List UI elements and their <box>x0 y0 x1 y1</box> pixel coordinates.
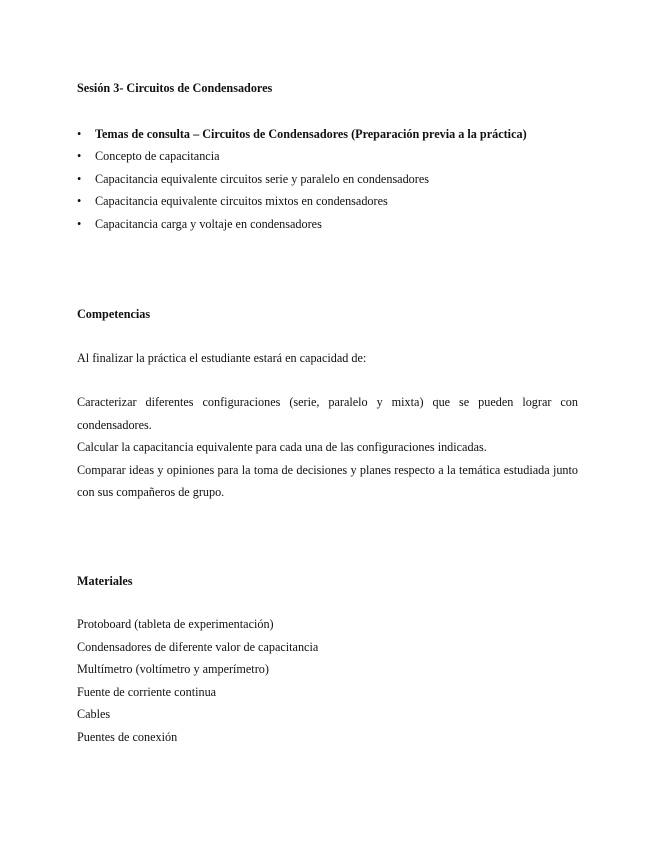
bullet-icon: • <box>77 216 82 231</box>
bullet-icon: • <box>77 194 82 208</box>
materiales-list <box>77 613 578 748</box>
topic-item: Concepto de capacitancia <box>95 149 220 163</box>
bullet-icon: • <box>77 149 82 163</box>
list-item <box>77 123 578 146</box>
competencias-title: Competencias <box>77 307 151 321</box>
list-item: Condensadores de diferente valor de capacitancia <box>77 639 319 654</box>
list-item <box>77 190 578 213</box>
list-item <box>77 213 578 236</box>
competencias-intro: Al finalizar la práctica el estudiante estará en capacidad de: <box>77 350 367 365</box>
list-item <box>77 168 578 191</box>
list-item: Protoboard (tableta de experimentación) <box>77 617 274 631</box>
list-item: Fuente de corriente continua <box>77 684 217 699</box>
list-item <box>77 145 578 168</box>
bullet-icon: • <box>77 126 82 141</box>
materiales-title: Materiales <box>77 573 133 588</box>
session-title: Sesión 3- Circuitos de Condensadores <box>77 81 273 95</box>
list-item: Multímetro (voltímetro y amperímetro) <box>77 662 269 676</box>
topics-list <box>77 123 578 236</box>
list-item: Puentes de conexión <box>77 729 178 744</box>
competencia-item: Caracterizar diferentes configuraciones (serie, paralelo y mixta) que se pueden lograr con condensadores. <box>77 395 578 432</box>
bullet-icon: • <box>77 171 82 186</box>
topics-heading: Temas de consulta – Circuitos de Condensadores (Preparación previa a la práctica) <box>95 126 527 141</box>
list-item: Cables <box>77 707 111 721</box>
competencia-item: Comparar ideas y opiniones para la toma de decisiones y planes respecto a la temática estudiada junto con sus compañeros de grupo. <box>77 462 578 499</box>
competencia-item: Calcular la capacitancia equivalente para cada una de las configuraciones indicadas. <box>77 440 487 454</box>
topic-item: Capacitancia equivalente circuitos serie y paralelo en condensadores <box>95 171 429 186</box>
topic-item: Capacitancia carga y voltaje en condensadores <box>95 216 322 231</box>
topic-item: Capacitancia equivalente circuitos mixtos en condensadores <box>95 194 388 208</box>
